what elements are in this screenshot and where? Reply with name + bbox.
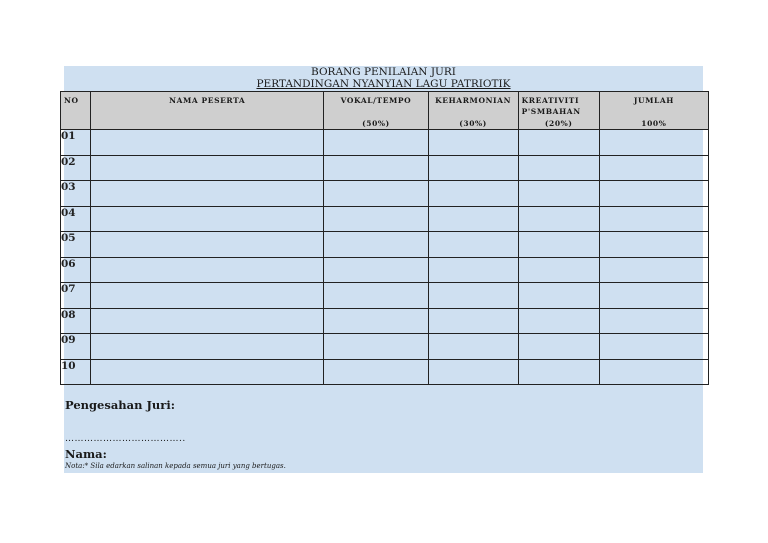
keharmonian-cell[interactable]: [428, 359, 518, 385]
keharmonian-weight: (30%): [459, 119, 487, 128]
row-number: 07: [61, 283, 91, 309]
nota-text: Nota:* Sila edarkan salinan kepada semua juri yang bertugas.: [65, 462, 286, 470]
table-row: [61, 155, 709, 181]
keharmonian-cell[interactable]: [428, 206, 518, 232]
keharmonian-cell[interactable]: [428, 257, 518, 283]
table-row: [61, 257, 709, 283]
header-keharmonian: KEHARMONIAN (30%): [428, 92, 518, 130]
row-number: 10: [61, 359, 91, 385]
keharmonian-cell[interactable]: [428, 308, 518, 334]
nama-peserta-cell[interactable]: [91, 257, 324, 283]
vokal-tempo-cell[interactable]: [324, 155, 428, 181]
kreativiti-cell[interactable]: [518, 155, 599, 181]
row-number: 05: [61, 232, 91, 258]
vokal-tempo-cell[interactable]: [324, 283, 428, 309]
kreativiti-cell[interactable]: [518, 257, 599, 283]
judging-form: [61, 66, 703, 473]
pengesahan-juri-label: Pengesahan Juri:: [65, 398, 175, 412]
keharmonian-cell[interactable]: [428, 283, 518, 309]
kreativiti-cell[interactable]: [518, 359, 599, 385]
table-row: [61, 359, 709, 385]
table-row: [61, 130, 709, 156]
nama-peserta-cell[interactable]: [91, 359, 324, 385]
vokal-tempo-cell[interactable]: [324, 206, 428, 232]
row-number: 04: [61, 206, 91, 232]
header-nama-peserta: NAMA PESERTA: [91, 92, 324, 130]
form-subtitle: PERTANDINGAN NYANYIAN LAGU PATRIOTIK: [256, 78, 511, 90]
table-row: [61, 283, 709, 309]
vokal-tempo-cell[interactable]: [324, 257, 428, 283]
vokal-tempo-cell[interactable]: [324, 130, 428, 156]
keharmonian-cell[interactable]: [428, 232, 518, 258]
jumlah-cell[interactable]: [599, 257, 708, 283]
nama-peserta-cell[interactable]: [91, 308, 324, 334]
signature-line: ………………………………..: [65, 434, 186, 444]
table-row: [61, 232, 709, 258]
jumlah-weight: 100%: [641, 119, 667, 128]
kreativiti-weight: (20%): [544, 119, 573, 128]
nama-peserta-cell[interactable]: [91, 155, 324, 181]
vokal-tempo-cell[interactable]: [324, 308, 428, 334]
nama-peserta-cell[interactable]: [91, 334, 324, 360]
nama-peserta-cell[interactable]: [91, 232, 324, 258]
jumlah-cell[interactable]: [599, 155, 708, 181]
kreativiti-cell[interactable]: [518, 334, 599, 360]
jumlah-cell[interactable]: [599, 206, 708, 232]
nama-peserta-cell[interactable]: [91, 181, 324, 207]
kreativiti-cell[interactable]: [518, 308, 599, 334]
vokal-tempo-cell[interactable]: [324, 181, 428, 207]
keharmonian-cell[interactable]: [428, 181, 518, 207]
header-vokal-tempo: VOKAL/TEMPO (50%): [324, 92, 428, 130]
table-row: [61, 181, 709, 207]
nama-peserta-cell[interactable]: [91, 206, 324, 232]
row-number: 06: [61, 257, 91, 283]
jumlah-cell[interactable]: [599, 308, 708, 334]
jumlah-cell[interactable]: [599, 181, 708, 207]
score-table: [60, 91, 709, 385]
jumlah-cell[interactable]: [599, 359, 708, 385]
nama-peserta-cell[interactable]: [91, 283, 324, 309]
table-row: [61, 334, 709, 360]
header-no: NO: [61, 92, 91, 130]
header-kreativiti: KREATIVITI P'SMBAHAN (20%): [518, 92, 599, 130]
table-row: [61, 206, 709, 232]
jumlah-cell[interactable]: [599, 334, 708, 360]
kreativiti-cell[interactable]: [518, 232, 599, 258]
kreativiti-cell[interactable]: [518, 130, 599, 156]
vokal-tempo-cell[interactable]: [324, 359, 428, 385]
kreativiti-cell[interactable]: [518, 206, 599, 232]
keharmonian-cell[interactable]: [428, 155, 518, 181]
row-number: 08: [61, 308, 91, 334]
nama-label: Nama:: [65, 447, 107, 461]
vokal-tempo-cell[interactable]: [324, 334, 428, 360]
row-number: 03: [61, 181, 91, 207]
nama-peserta-cell[interactable]: [91, 130, 324, 156]
row-number: 09: [61, 334, 91, 360]
kreativiti-cell[interactable]: [518, 181, 599, 207]
keharmonian-cell[interactable]: [428, 334, 518, 360]
row-number: 01: [61, 130, 91, 156]
row-number: 02: [61, 155, 91, 181]
jumlah-cell[interactable]: [599, 232, 708, 258]
jumlah-cell[interactable]: [599, 283, 708, 309]
jumlah-cell[interactable]: [599, 130, 708, 156]
header-row: [61, 92, 709, 130]
kreativiti-cell[interactable]: [518, 283, 599, 309]
header-jumlah: JUMLAH 100%: [599, 92, 708, 130]
vokal-weight: (50%): [362, 119, 390, 128]
form-title: BORANG PENILAIAN JURI: [311, 66, 456, 78]
table-row: [61, 308, 709, 334]
keharmonian-cell[interactable]: [428, 130, 518, 156]
vokal-tempo-cell[interactable]: [324, 232, 428, 258]
